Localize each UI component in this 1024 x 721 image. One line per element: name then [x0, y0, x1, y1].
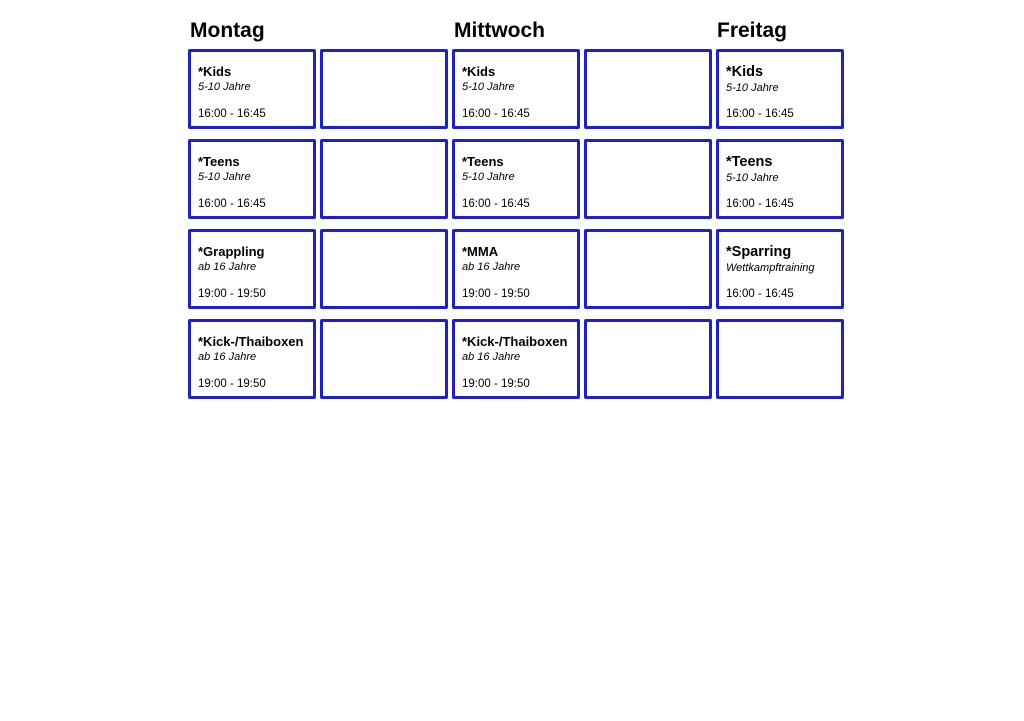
empty-slot-dienstag-1 — [320, 49, 448, 129]
class-title: *Teens — [198, 154, 240, 169]
class-title: *Sparring — [726, 244, 792, 260]
class-card-freitag-kids — [716, 49, 844, 129]
class-title: *Kids — [726, 64, 764, 80]
empty-slot-freitag-4 — [716, 319, 844, 399]
day-heading-mittwoch: Mittwoch — [454, 19, 545, 42]
class-age-group: ab 16 Jahre — [198, 261, 257, 273]
empty-slot-dienstag-4 — [320, 319, 448, 399]
class-title: *Kids — [198, 64, 232, 79]
class-time: 16:00 - 16:45 — [726, 108, 794, 120]
day-heading-freitag: Freitag — [717, 19, 788, 42]
class-age-group: 5-10 Jahre — [462, 81, 515, 93]
empty-slot-donnerstag-4 — [584, 319, 712, 399]
class-age-group: ab 16 Jahre — [462, 261, 521, 273]
class-age-group: ab 16 Jahre — [462, 351, 521, 363]
class-time: 16:00 - 16:45 — [462, 198, 530, 210]
class-time: 19:00 - 19:50 — [462, 288, 530, 300]
class-time: 16:00 - 16:45 — [198, 198, 266, 210]
class-card-freitag-sparring — [716, 229, 844, 309]
class-age-group: 5-10 Jahre — [726, 172, 779, 184]
empty-slot-donnerstag-2 — [584, 139, 712, 219]
class-age-group: ab 16 Jahre — [198, 351, 257, 363]
class-card-mittwoch-teens — [452, 139, 580, 219]
class-card-montag-grappling — [188, 229, 316, 309]
class-card-montag-teens — [188, 139, 316, 219]
empty-slot-donnerstag-3 — [584, 229, 712, 309]
class-time: 16:00 - 16:45 — [198, 108, 266, 120]
class-title: *MMA — [462, 244, 499, 259]
class-title: *Grappling — [198, 244, 265, 259]
class-age-group: 5-10 Jahre — [198, 81, 251, 93]
class-title: *Kick-/Thaiboxen — [462, 334, 568, 349]
empty-slot-donnerstag-1 — [584, 49, 712, 129]
class-time: 19:00 - 19:50 — [198, 288, 266, 300]
day-heading-montag: Montag — [190, 19, 265, 42]
class-time: 16:00 - 16:45 — [462, 108, 530, 120]
empty-slot-dienstag-2 — [320, 139, 448, 219]
class-card-mittwoch-kickboxen — [452, 319, 580, 399]
class-card-montag-kickboxen — [188, 319, 316, 399]
class-time: 19:00 - 19:50 — [462, 378, 530, 390]
class-time: 16:00 - 16:45 — [726, 198, 794, 210]
class-time: 16:00 - 16:45 — [726, 288, 794, 300]
class-card-freitag-teens — [716, 139, 844, 219]
class-title: *Teens — [726, 154, 773, 170]
class-age-group: 5-10 Jahre — [462, 171, 515, 183]
class-time: 19:00 - 19:50 — [198, 378, 266, 390]
class-title: *Teens — [462, 154, 504, 169]
class-card-montag-kids — [188, 49, 316, 129]
class-title: *Kids — [462, 64, 496, 79]
class-age-group: Wettkampftraining — [726, 262, 815, 274]
empty-slot-dienstag-3 — [320, 229, 448, 309]
class-age-group: 5-10 Jahre — [198, 171, 251, 183]
schedule-grid — [188, 49, 844, 399]
class-title: *Kick-/Thaiboxen — [198, 334, 304, 349]
class-card-mittwoch-kids — [452, 49, 580, 129]
class-card-mittwoch-mma — [452, 229, 580, 309]
weekly-schedule — [188, 18, 842, 402]
class-age-group: 5-10 Jahre — [726, 82, 779, 94]
